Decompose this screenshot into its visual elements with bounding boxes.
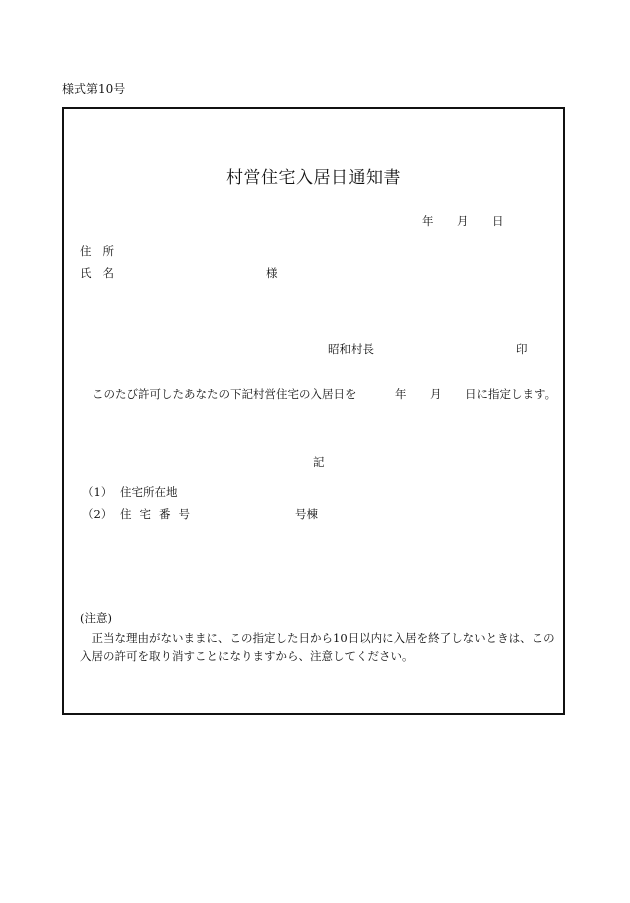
ki-heading: 記 — [313, 455, 325, 469]
name-label: 氏名 — [80, 266, 125, 280]
honorific: 様 — [266, 266, 278, 280]
address-label: 住所 — [80, 244, 125, 258]
item-1-number: （1） — [82, 485, 113, 499]
item-1-label: 住宅所在地 — [120, 485, 178, 499]
issuer-name: 昭和村長 — [328, 342, 374, 356]
item-2-label: 住宅番号 — [120, 507, 198, 521]
document-title: 村営住宅入居日通知書 — [226, 168, 401, 188]
body-month: 月 — [430, 387, 442, 401]
notice-form — [62, 107, 565, 715]
form-number: 様式第10号 — [62, 82, 126, 96]
note-heading: (注意) — [80, 611, 112, 625]
date-month: 月 — [457, 214, 469, 228]
body-day-suffix: 日に指定します。 — [465, 387, 557, 401]
seal-mark: 印 — [516, 342, 528, 356]
note-text: 正当な理由がないままに、この指定した日から10日以内に入居を終了しないときは、この入居の許可を取り消すことになりますから、注意してください。 — [80, 631, 555, 664]
item-2-number: （2） — [82, 507, 113, 521]
date-day: 日 — [492, 214, 504, 228]
body-text: このたび許可したあなたの下記村営住宅の入居日を — [92, 387, 357, 401]
item-2-suffix: 号棟 — [295, 507, 318, 521]
date-year: 年 — [422, 214, 434, 228]
body-year: 年 — [395, 387, 407, 401]
